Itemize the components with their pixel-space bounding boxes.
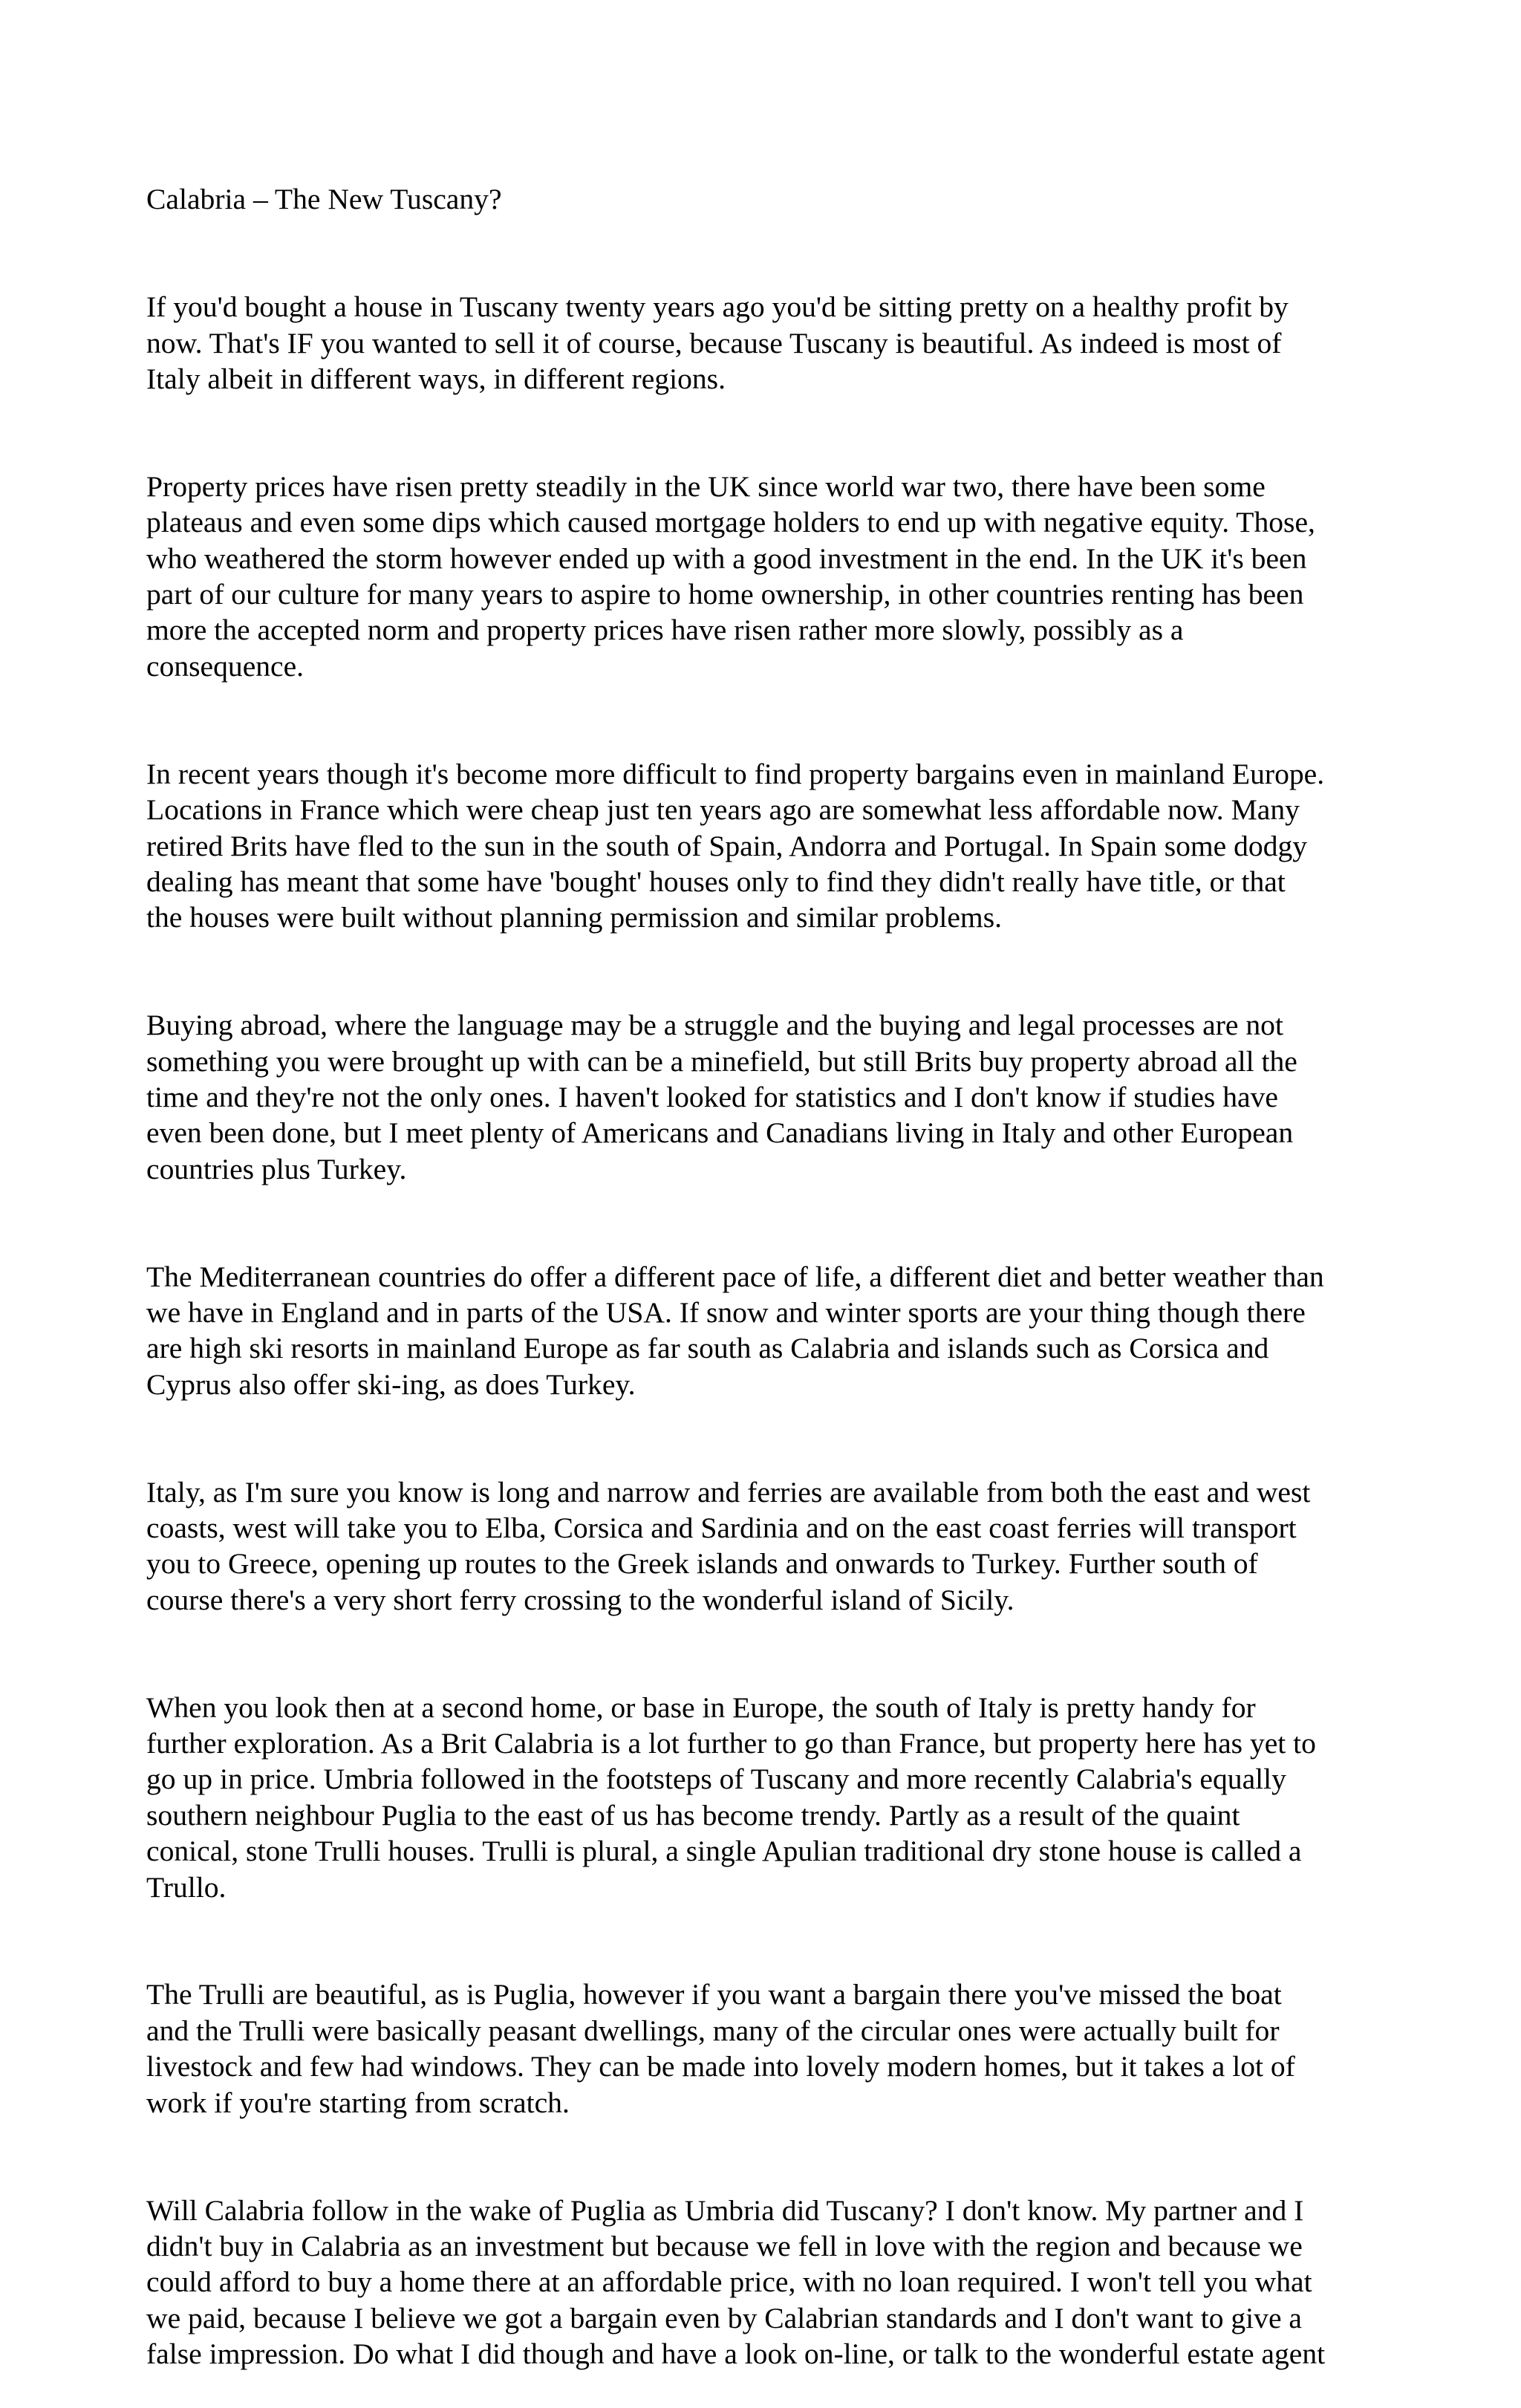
paragraph-1: If you'd bought a house in Tuscany twenty years ago you'd be sitting pretty on a healthy profit by now. That's IF you wanted to sell it of course, because Tuscany is beautiful. As indeed is most of Italy albeit in different ways, in different regions. bbox=[146, 290, 1289, 396]
paragraph-3: In recent years though it's become more difficult to find property bargains even in mainland Europe. Locations in France which were cheap just ten years ago are somewhat less affordable now. Many retired Brits have fled to the sun in the south of Spain, Andorra and Portugal. In Spain some dodgy dealing has meant that some have 'bought' houses only to find they didn't really have title, or that the houses were built without planning permission and similar problems. bbox=[146, 757, 1325, 934]
paragraph-7: When you look then at a second home, or base in Europe, the south of Italy is pretty handy for further exploration. As a Brit Calabria is a lot further to go than France, but property here has yet to go up in price. Umbria followed in the footsteps of Tuscany and more recently Calabria's equally southern neighbour Puglia to the east of us has become trendy. Partly as a result of the quaint conical, stone Trulli houses. Trulli is plural, a single Apulian traditional dry stone house is called a Trullo. bbox=[146, 1691, 1316, 1904]
paragraph-5: The Mediterranean countries do offer a different pace of life, a different diet and better weather than we have in England and in parts of the USA. If snow and winter sports are your thing though there are high ski resorts in mainland Europe as far south as Calabria and islands such as Corsica and Cyprus also offer ski-ing, as does Turkey. bbox=[146, 1260, 1324, 1401]
document-body bbox=[146, 146, 1394, 2408]
paragraph-8: The Trulli are beautiful, as is Puglia, however if you want a bargain there you've missed the boat and the Trulli were basically peasant dwellings, many of the circular ones were actually built for livestock and few had windows. They can be made into lovely modern homes, but it takes a lot of work if you're starting from scratch. bbox=[146, 1978, 1295, 2119]
paragraph-4: Buying abroad, where the language may be a struggle and the buying and legal processes are not something you were brought up with can be a minefield, but still Brits buy property abroad all the time and they're not the only ones. I haven't looked for statistics and I don't know if studies have even been done, but I meet plenty of Americans and Canadians living in Italy and other European countries plus Turkey. bbox=[146, 1009, 1297, 1185]
paragraph-6: Italy, as I'm sure you know is long and narrow and ferries are available from both the east and west coasts, west will take you to Elba, Corsica and Sardinia and on the east coast ferries will transport you to Greece, opening up routes to the Greek islands and onwards to Turkey. Further south of course there's a very short ferry crossing to the wonderful island of Sicily. bbox=[146, 1475, 1311, 1616]
paragraph-9: Will Calabria follow in the wake of Puglia as Umbria did Tuscany? I don't know. My partner and I didn't buy in Calabria as an investment but because we fell in love with the region and because we could afford to buy a home there at an affordable price, with no loan required. I won't tell you what we paid, because I believe we got a bargain even by Calabrian standards and I don't want to give a false impression. Do what I did though and have a look on-line, or talk to the wonderful estate agent bbox=[146, 2193, 1326, 2371]
paragraph-2: Property prices have risen pretty steadily in the UK since world war two, there have been some plateaus and even some dips which caused mortgage holders to end up with negative equity. Those, who weathered the storm however ended up with a good investment in the end. In the UK it's been part of our culture for many years to aspire to home ownership, in other countries renting has been more the accepted norm and property prices have risen rather more slowly, possibly as a consequence. bbox=[146, 469, 1315, 683]
document-title: Calabria – The New Tuscany? bbox=[146, 183, 502, 216]
